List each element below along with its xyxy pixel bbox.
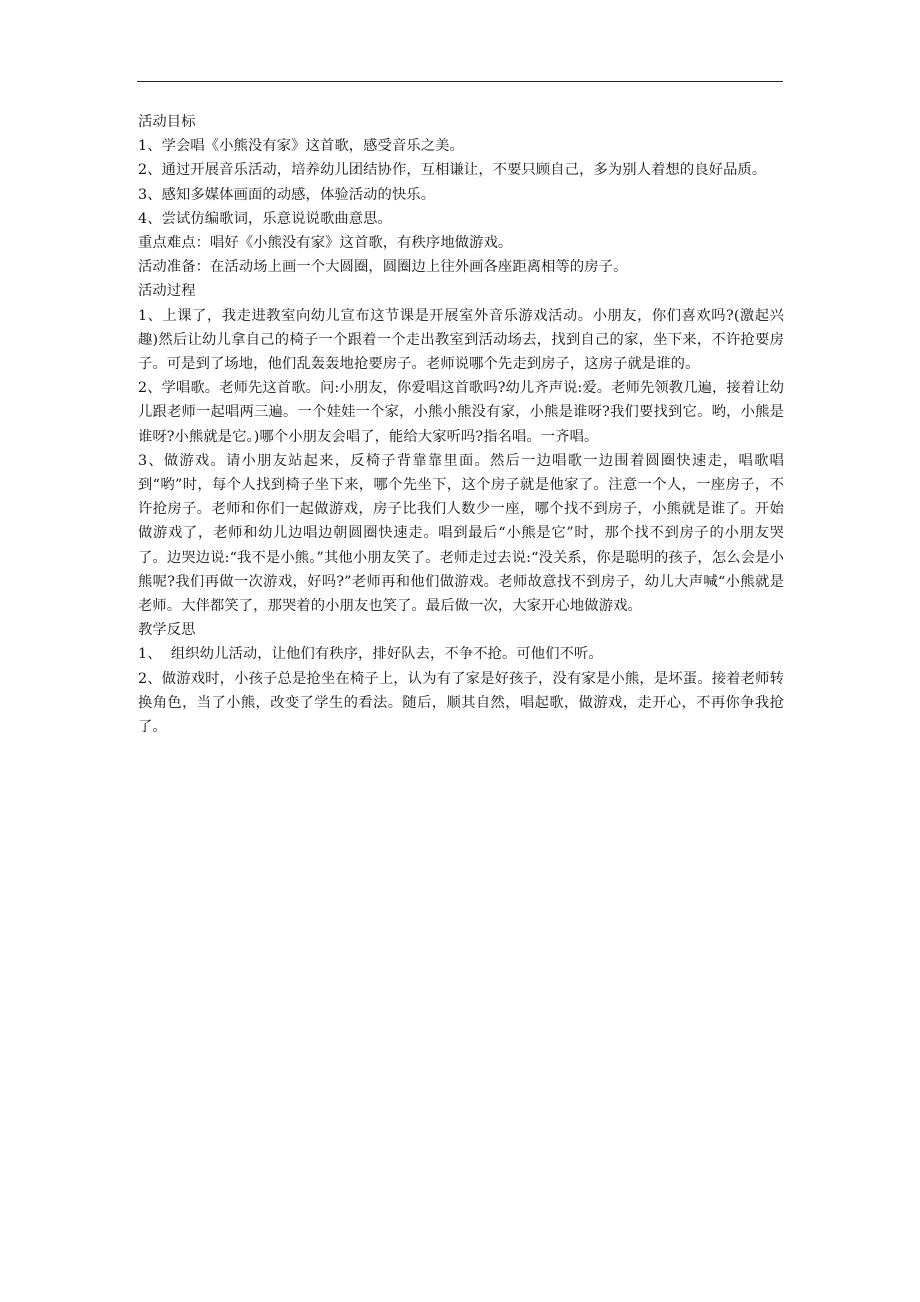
- reflection-item: 2、做游戏时，小孩子总是抢坐在椅子上，认为有了家是好孩子，没有家是小熊，是坏蛋。接着老师转换角色，当了小熊，改变了学生的看法。随后，顺其自然，唱起歌，做游戏，走开心，不再你争我抢了。: [138, 670, 784, 736]
- goal-item: 4、尝试仿编歌词，乐意说说歌曲意思。: [138, 210, 392, 227]
- reflection-item: 1、 组织幼儿活动，让他们有秩序，排好队去，不争不抢。可他们不听。: [138, 646, 603, 663]
- document-body: [138, 110, 784, 739]
- goal-item: 2、通过开展音乐活动，培养幼儿团结协作，互相谦让，不要只顾自己，多为别人着想的良好品质。: [138, 162, 767, 179]
- process-step: 2、学唱歌。老师先这首歌。问:小朋友，你爱唱这首歌吗?幼儿齐声说:爱。老师先领教几遍，接着让幼儿跟老师一起唱两三遍。一个娃娃一个家，小熊小熊没有家，小熊是谁呀?我们要找到它。哟，小熊是谁呀?小熊就是它。)哪个小朋友会唱了，能给大家听吗?指名唱。一齐唱。: [138, 380, 784, 445]
- goal-item: 3、感知多媒体画面的动感，体验活动的快乐。: [138, 186, 436, 203]
- goal-item: 1、学会唱《小熊没有家》这首歌，感受音乐之美。: [138, 138, 464, 155]
- header-rule: [137, 81, 783, 82]
- key-points: 重点难点：唱好《小熊没有家》这首歌，有秩序地做游戏。: [138, 235, 513, 252]
- section-title-goals: 活动目标: [138, 114, 196, 130]
- preparation: 活动准备：在活动场上画一个大圆圈，圆圈边上往外画各座距离相等的房子。: [138, 259, 628, 276]
- process-step: 3、做游戏。请小朋友站起来，反椅子背靠靠里面。然后一边唱歌一边围着圆圈快速走，唱歌唱到“哟”时，每个人找到椅子坐下来，哪个先坐下，这个房子就是他家了。注意一个人，一座房子，不许抢房子。老师和你们一起做游戏，房子比我们人数少一座，哪个找不到房子，小熊就是谁了。开始做游戏了，老师和幼儿边唱边朝圆圈快速走。唱到最后“小熊是它”时，那个找不到房子的小朋友哭了。边哭边说:“我不是小熊。”其他小朋友笑了。老师走过去说:“没关系，你是聪明的孩子，怎么会是小熊呢?我们再做一次游戏，好吗?”老师再和他们做游戏。老师故意找不到房子，幼儿大声喊“小熊就是老师。大伴都笑了，那哭着的小朋友也笑了。最后做一次，大家开心地做游戏。: [138, 452, 784, 615]
- process-step: 1、上课了，我走进教室向幼儿宣布这节课是开展室外音乐游戏活动。小朋友，你们喜欢吗?(激起兴趣)然后让幼儿拿自己的椅子一个跟着一个走出教室到活动场去，找到自己的家，坐下来，不许抢要房子。可是到了场地，他们乱轰轰地抢要房子。老师说哪个先走到房子，这房子就是谁的。: [138, 307, 784, 373]
- section-title-process: 活动过程: [138, 283, 196, 300]
- section-title-reflection: 教学反思: [138, 622, 196, 639]
